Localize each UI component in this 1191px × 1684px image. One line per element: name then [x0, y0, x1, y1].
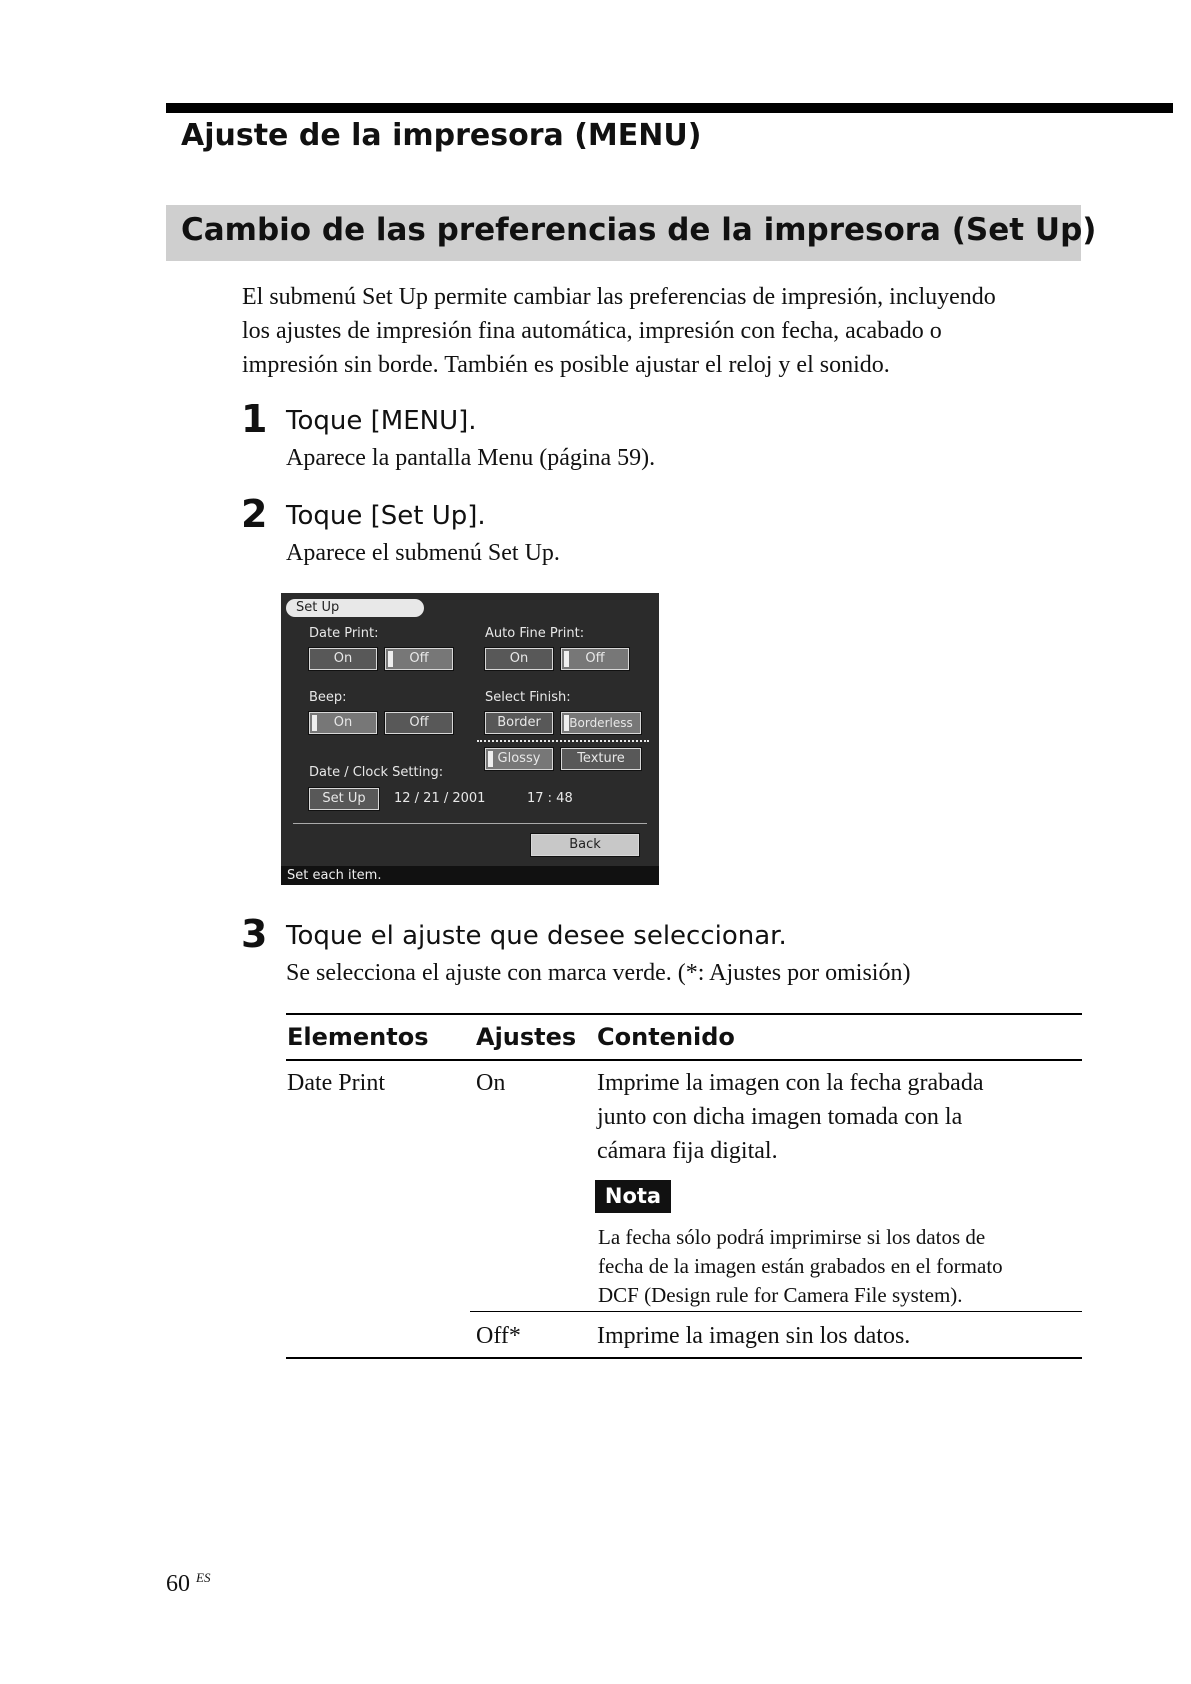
step-1-desc: Aparece la pantalla Menu (página 59).	[286, 445, 656, 471]
step-2-desc: Aparece el submenú Set Up.	[286, 540, 560, 566]
selected-marker	[488, 751, 493, 767]
table-cell-content-off: Imprime la imagen sin los datos.	[597, 1323, 911, 1349]
section-title: Cambio de las preferencias de la impresora (Set Up)	[181, 212, 1097, 248]
table-cell-setting-on: On	[476, 1070, 506, 1096]
top-rule	[166, 103, 1173, 113]
chapter-title: Ajuste de la impresora (MENU)	[181, 118, 702, 153]
table-header-ajustes: Ajustes	[476, 1023, 577, 1051]
selected-marker	[312, 715, 317, 731]
date-print-on-button[interactable]: On	[309, 648, 377, 670]
borderless-button[interactable]: Borderless	[561, 712, 641, 734]
step-1-number: 1	[241, 397, 268, 441]
beep-on-button[interactable]: On	[309, 712, 377, 734]
screen-status-bar: Set each item.	[281, 866, 659, 885]
date-print-label: Date Print:	[309, 626, 379, 641]
nota-text: La fecha sólo podrá imprimirse si los datos de fecha de la imagen están grabados en el formato DCF (Design rule for Camera File system).	[598, 1225, 1003, 1307]
screen-divider	[293, 823, 647, 824]
page-language: ES	[196, 1570, 211, 1585]
selected-marker	[564, 651, 569, 667]
intro-line: impresión sin borde. También es posible ajustar el reloj y el sonido.	[242, 352, 890, 378]
table-bottom-rule	[286, 1357, 1082, 1359]
step-3-number: 3	[241, 912, 268, 956]
date-clock-label: Date / Clock Setting:	[309, 765, 444, 780]
table-header-rule	[286, 1059, 1082, 1061]
nota-label: Nota	[595, 1180, 671, 1213]
auto-fine-print-label: Auto Fine Print:	[485, 626, 585, 641]
selected-marker	[564, 715, 569, 731]
date-print-off-button[interactable]: Off	[385, 648, 453, 670]
step-2-title: Toque [Set Up].	[286, 501, 486, 531]
step-1-title: Toque [MENU].	[286, 406, 477, 436]
step-3-desc: Se selecciona el ajuste con marca verde. (*: Ajustes por omisión)	[286, 960, 911, 986]
dotted-separator	[477, 740, 649, 742]
intro-line: los ajustes de impresión fina automática, impresión con fecha, acabado o	[242, 318, 942, 344]
beep-off-button[interactable]: Off	[385, 712, 453, 734]
step-2-number: 2	[241, 492, 268, 536]
glossy-button[interactable]: Glossy	[485, 748, 553, 770]
table-top-rule	[286, 1013, 1082, 1015]
table-row-divider	[470, 1311, 1082, 1312]
table-header-elementos: Elementos	[287, 1023, 429, 1051]
intro-line: El submenú Set Up permite cambiar las preferencias de impresión, incluyendo	[242, 284, 996, 310]
table-header-contenido: Contenido	[597, 1023, 735, 1051]
page-number: 60 $^{ES}$	[166, 1570, 211, 1597]
select-finish-label: Select Finish:	[485, 690, 571, 705]
date-value: 12 / 21 / 2001	[394, 791, 486, 806]
beep-label: Beep:	[309, 690, 347, 705]
back-button[interactable]: Back	[531, 834, 639, 856]
step-3-title: Toque el ajuste que desee seleccionar.	[286, 921, 787, 951]
texture-button[interactable]: Texture	[561, 748, 641, 770]
auto-fine-off-button[interactable]: Off	[561, 648, 629, 670]
auto-fine-on-button[interactable]: On	[485, 648, 553, 670]
clock-setup-button[interactable]: Set Up	[309, 788, 379, 810]
screen-tab: Set Up	[286, 599, 424, 617]
table-cell-setting-off: Off*	[476, 1323, 521, 1349]
border-button[interactable]: Border	[485, 712, 553, 734]
setup-screen-image	[281, 593, 659, 885]
time-value: 17 : 48	[527, 791, 573, 806]
table-cell-content-on: Imprime la imagen con la fecha grabada junto con dicha imagen tomada con la cámara fija digital.	[597, 1070, 984, 1164]
intro-paragraph	[242, 280, 1082, 382]
table-cell-item: Date Print	[287, 1070, 385, 1096]
selected-marker	[388, 651, 393, 667]
